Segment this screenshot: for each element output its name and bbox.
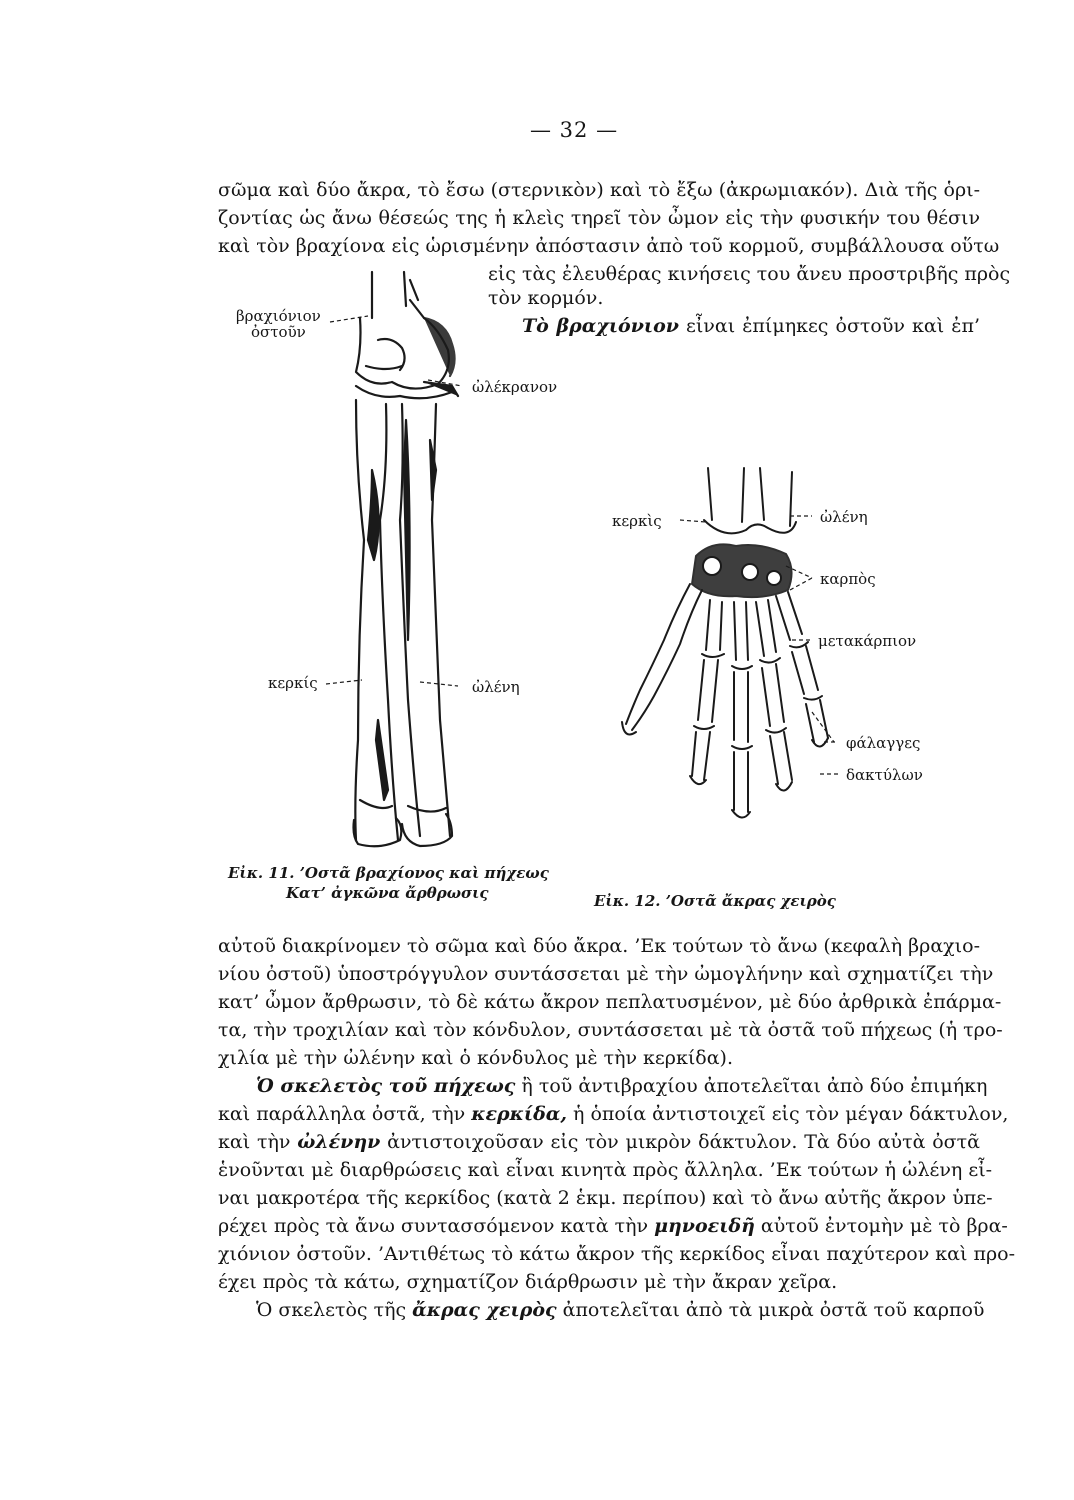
text-line: αὐτοῦ διακρίνομεν τὸ σῶμα καὶ δύο ἄκρα. ’Εκ τούτων τὸ ἄνω (κεφαλὴ βραχιο- — [218, 935, 980, 957]
text-line: τὸν κορμόν. — [488, 287, 604, 309]
term-forearm: Ὁ σκελετὸς τοῦ πήχεως — [256, 1075, 516, 1097]
term-hand: ἄκρας χειρὸς — [412, 1299, 557, 1321]
text-line: ἑνοῦνται μὲ διαρθρώσεις καὶ εἶναι κινητὰ πρὸς ἄλληλα. ’Εκ τούτων ἡ ὠλένη εἶ- — [218, 1159, 993, 1181]
text-run: ἢ τοῦ ἀντιβραχίου ἀποτελεῖται ἀπὸ δύο ἐπιμήκη — [515, 1075, 988, 1097]
text-run: ἀντιστοιχοῦσαν εἰς τὸν μικρὸν δάκτυλον. Τὰ δύο αὐτὰ ὀστᾶ — [380, 1131, 980, 1153]
label-humerus-text: βραχιόνιον ὀστοῦν — [236, 307, 321, 341]
text-line: ζοντίας ὡς ἄνω θέσεώς της ἡ κλεὶς τηρεῖ τὸν ὦμον εἰς τὴν φυσικήν του θέσιν — [218, 207, 980, 229]
term-ulna: ὠλένην — [297, 1131, 381, 1153]
label-ulna: ὠλένη — [472, 678, 520, 696]
label-phalanges: φάλαγγες — [846, 734, 921, 752]
text-line: σῶμα καὶ δύο ἄκρα, τὸ ἔσω (στερνικὸν) καὶ τὸ ἔξω (ἀκρωμιακόν). Διὰ τῆς ὁρι- — [218, 179, 980, 201]
text-line: εἰς τὰς ἐλευθέρας κινήσεις του ἄνευ προστριβῆς πρὸς — [488, 263, 1011, 285]
text-run: Ὁ σκελετὸς τῆς — [256, 1299, 413, 1321]
text-line: καὶ τὸν βραχίονα εἰς ὡρισμένην ἀπόστασιν ἀπὸ τοῦ κορμοῦ, συμβάλλουσα οὕτω — [218, 235, 1000, 257]
label-radius: κερκίς — [268, 674, 318, 692]
caption-figure-11: Εἰκ. 11. ’Οστᾶ βραχίονος καὶ πήχεως — [228, 864, 549, 882]
text-line: νίου ὀστοῦ) ὑποστρόγγυλον συντάσσεται μὲ τὴν ὠμογλήνην καὶ σχηματίζει τὴν — [218, 963, 994, 985]
label-carpus: καρπὸς — [820, 570, 876, 588]
text-line — [218, 1214, 1008, 1238]
text-line: χιλία μὲ τὴν ὠλένην καὶ ὁ κόνδυλος μὲ τὴν κερκίδα). — [218, 1047, 733, 1069]
label-olecranon: ὠλέκρανον — [472, 378, 558, 396]
text-line — [218, 1130, 980, 1154]
text-run: ἀποτελεῖται ἀπὸ τὰ μικρὰ ὀστᾶ τοῦ καρποῦ — [556, 1299, 985, 1321]
text-line — [256, 1298, 985, 1322]
label-hand-radius: κερκὶς — [612, 512, 662, 530]
term-radius: κερκίδα, — [471, 1103, 567, 1125]
text-run: ρέχει πρὸς τὰ ἄνω συντασσόμενον κατὰ τὴν — [218, 1215, 655, 1237]
caption-figure-12: Εἰκ. 12. ’Οστᾶ ἄκρας χειρὸς — [594, 892, 836, 910]
label-fingers: δακτύλων — [846, 766, 923, 784]
text-run: ἡ ὁποία ἀντιστοιχεῖ εἰς τὸν μέγαν δάκτυλον, — [567, 1103, 1009, 1125]
text-run: καὶ παράλληλα ὀστᾶ, τὴν — [218, 1103, 472, 1125]
text-line: έχει πρὸς τὰ κάτω, σχηματίζον διάρθρωσιν μὲ τὴν ἄκραν χεῖρα. — [218, 1271, 838, 1293]
text-run: αὐτοῦ ἐντομὴν μὲ τὸ βρα- — [754, 1215, 1008, 1237]
term-humerus: Τὸ βραχιόνιον — [522, 315, 679, 337]
text-line — [218, 1102, 1009, 1126]
text-line: χιόνιον ὀστοῦν. ’Αντιθέτως τὸ κάτω ἄκρον τῆς κερκίδος εἶναι παχύτερον καὶ προ- — [218, 1243, 1016, 1265]
text-line: κατ’ ὦμον ἄρθρωσιν, τὸ δὲ κάτω ἄκρον πεπλατυσμένον, μὲ δύο ἀρθρικὰ ἐπάρμα- — [218, 991, 1002, 1013]
page-number: — 32 — — [530, 118, 619, 142]
label-hand-ulna: ὠλένη — [820, 508, 868, 526]
text-run: καὶ τὴν — [218, 1131, 298, 1153]
text-run: εἶναι ἐπίμηκες ὀστοῦν καὶ ἐπ’ — [686, 315, 980, 337]
text-line — [256, 1074, 988, 1098]
text-line: τα, τὴν τροχιλίαν καὶ τὸν κόνδυλον, συντάσσεται μὲ τὰ ὀστᾶ τοῦ πήχεως (ἡ τρο- — [218, 1019, 1003, 1041]
text-line: ναι μακροτέρα τῆς κερκίδος (κατὰ 2 ἑκμ. περίπου) καὶ τὸ ἄνω αὐτῆς ἄκρον ὑπε- — [218, 1187, 993, 1209]
label-metacarpus: μετακάρπιον — [818, 632, 917, 650]
term-lunate-notch: μηνοειδῆ — [654, 1215, 755, 1237]
caption-figure-11-line2: Κατ’ ἀγκῶνα ἄρθρωσις — [286, 884, 489, 902]
